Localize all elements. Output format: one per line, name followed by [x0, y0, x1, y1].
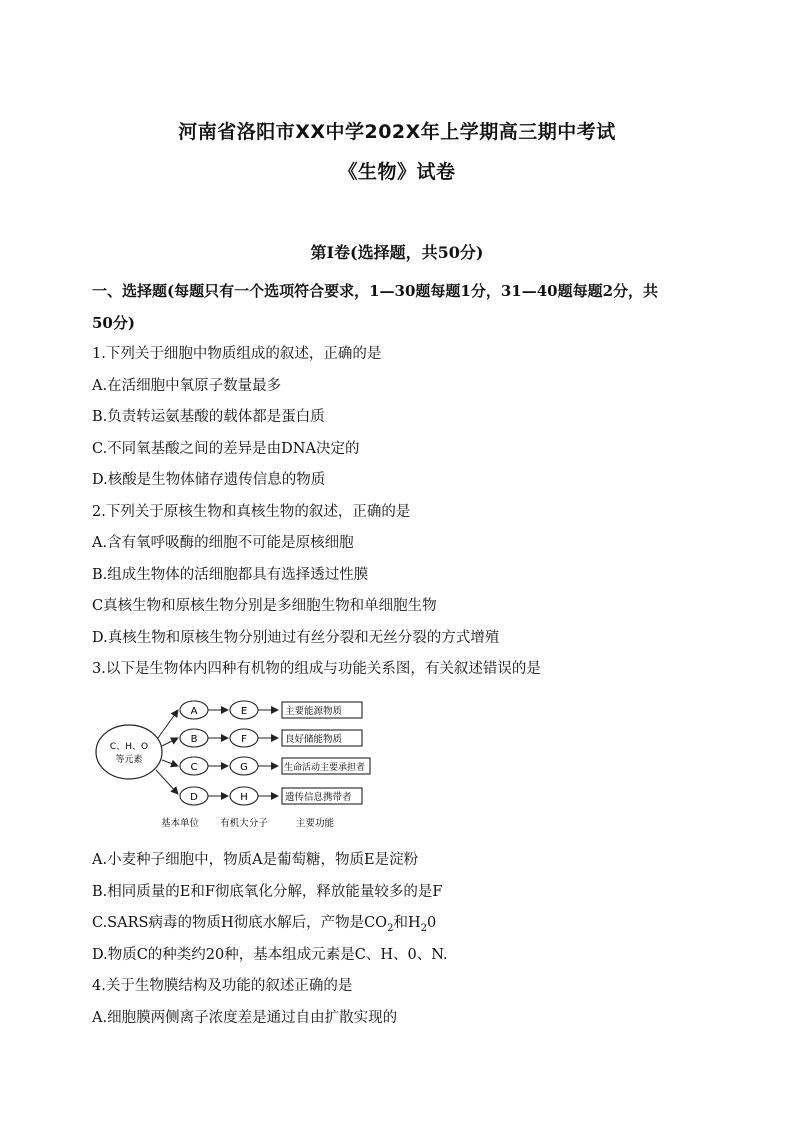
source-label-2: 等元素: [115, 755, 143, 765]
diagram-row-4: [156, 770, 362, 805]
exam-subtitle: 《生物》试卷: [338, 161, 456, 183]
function-1: 主要能源物质: [285, 706, 343, 717]
source-ellipse: [96, 725, 162, 779]
q3-stem: 3.以下是生物体内四种有机物的组成与功能关系图，有关叙述错误的是: [92, 661, 541, 677]
unit-a: A: [190, 706, 198, 717]
question-block-2: [92, 845, 704, 1034]
diagram-svg: [92, 690, 372, 835]
q3-option-c-sub1: 2: [387, 922, 394, 934]
q3-option-c: [92, 908, 704, 940]
macro-h: H: [240, 792, 248, 803]
q3-option-b: B.相同质量的E和F彻底氧化分解，释放能量较多的是F: [92, 883, 443, 900]
q3-option-c-end: 0: [426, 915, 437, 931]
column-label-functions: 主要功能: [295, 818, 335, 829]
q2-option-d: D.真核生物和原核生物分别迪过有丝分裂和无丝分裂的方式增殖: [92, 629, 500, 646]
instruction: 一、选择题(每题只有一个选项符合要求，1—30题每题1分，31—40题每题2分，共: [92, 282, 659, 300]
q3-option-a: A.小麦种子细胞中，物质A是葡萄糖，物质E是淀粉: [92, 852, 419, 868]
section-title: 第Ⅰ卷(选择题，共50分): [310, 243, 484, 262]
q3-option-c-text: C.SARS病毒的物质H彻底水解后，产物是CO: [92, 915, 388, 931]
diagram-row-3: [162, 757, 370, 775]
q1-option-d: D.核酸是生物体储存遗传信息的物质: [92, 472, 326, 488]
macro-e: E: [240, 706, 248, 717]
q2-option-a: A.含有氧呼吸酶的细胞不可能是原核细胞: [92, 535, 354, 551]
q3-option-c-mid: 和H: [393, 915, 421, 931]
q3-option-c-sub2: 2: [420, 922, 427, 934]
q2-option-c: C真核生物和原核生物分别是多细胞生物和单细胞生物: [92, 598, 437, 614]
q2-stem: 2.下列关于原核生物和真核生物的叙述，正确的是: [92, 503, 411, 520]
source-label-1: C、H、O: [109, 742, 149, 752]
diagram-row-1: [158, 701, 362, 738]
function-4: 遗传信息携带者: [285, 792, 352, 803]
unit-c: C: [190, 762, 198, 773]
question-block-1: [92, 276, 704, 686]
q1-option-a: A.在活细胞中氧原子数量最多: [92, 377, 282, 394]
q4-stem: 4.关于生物膜结构及功能的叙述正确的是: [92, 978, 353, 994]
q4-option-a: A.细胞膜两侧离子浓度差是通过自由扩散实现的: [92, 1009, 398, 1026]
organic-matter-diagram: [92, 690, 372, 835]
q1-option-c: C.不同氧基酸之间的差异是由DNA决定的: [92, 440, 360, 457]
unit-d: D: [190, 792, 198, 803]
q1-option-b: B.负责转运氨基酸的载体都是蛋白质: [92, 409, 325, 425]
diagram-row-2: [162, 729, 362, 747]
instruction-continued: 50分): [92, 313, 135, 332]
function-2: 良好储能物质: [285, 734, 343, 745]
unit-b: B: [190, 734, 198, 745]
macro-g: G: [240, 762, 248, 773]
function-3: 生命活动主要承担者: [284, 763, 366, 773]
column-label-macros: 有机大分子: [220, 818, 268, 829]
q2-option-b: B.组成生物体的活细胞都具有选择透过性膜: [92, 566, 369, 583]
column-label-units: 基本单位: [160, 818, 200, 829]
macro-f: F: [241, 734, 247, 745]
q3-option-d: D.物质C的种类约20种，基本组成元素是C、H、0、N.: [92, 946, 448, 963]
exam-title: 河南省洛阳市XX中学202X年上学期高三期中考试: [178, 121, 616, 143]
q1-stem: 1.下列关于细胞中物质组成的叙述，正确的是: [92, 346, 382, 362]
